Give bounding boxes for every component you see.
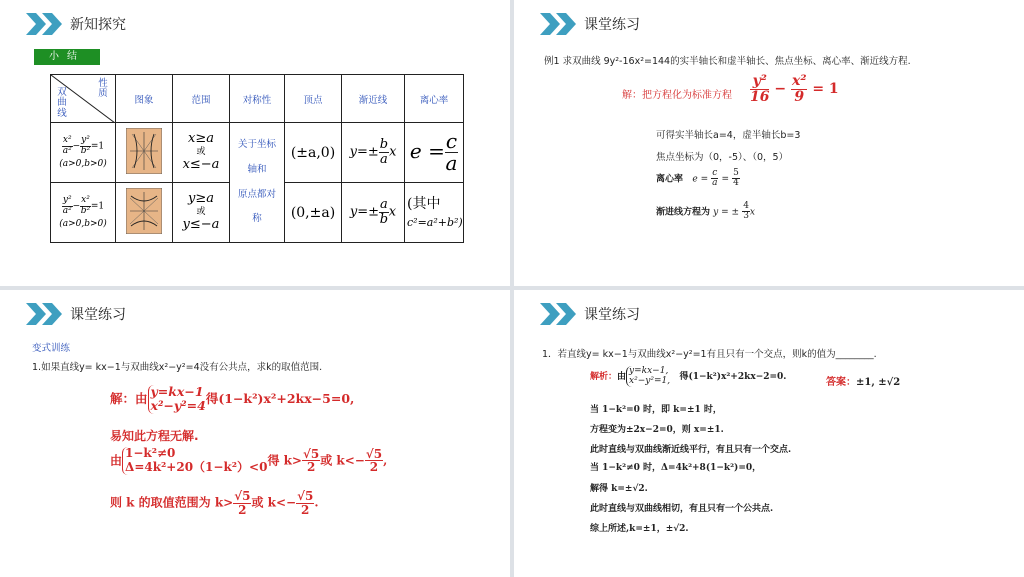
row1-equation: $\frac{\text{x²}}{\text{a²}}$ − $\frac{\text{y²}}{\text{b²}}$ =1 (a>0,b>0) — [51, 123, 116, 183]
chevron-arrows-icon — [540, 13, 578, 35]
chevron-arrows-icon — [540, 303, 578, 325]
row2-asymptote: y=± $\frac{a}{b}$ x — [342, 183, 405, 243]
corner-top-label: 性质 — [98, 78, 108, 100]
axis-lengths: 可得实半轴长a=4，虚半轴长b=3 — [656, 130, 801, 141]
chevron-arrows-icon — [26, 13, 64, 35]
header-vertex: 顶点 — [285, 75, 342, 123]
focus-coordinates: 焦点坐标为（0，-5）、（0，5） — [656, 152, 789, 163]
symmetry-cell: 关于坐标 轴和 原点都对 称 — [230, 123, 285, 243]
slide-exercise-1 — [514, 290, 1024, 577]
hyperbola-y-graph — [126, 188, 162, 234]
corner-bottom-label: 双曲线 — [57, 86, 67, 119]
problem-text: 1.如果直线y= kx−1与双曲线x²−y²=4没有公共点，求k的取值范围. — [32, 362, 323, 373]
row1-range: x≥a 或 x≤−a — [173, 123, 230, 183]
asymptote-line: 渐进线方程为 y = ± $\frac{4}{3}$ x — [656, 201, 755, 222]
analysis-step-4: 当 1−k²≠0 时，Δ=4k²+8(1−k²)=0， — [590, 463, 762, 473]
header-asymptote: 渐近线 — [342, 75, 405, 123]
slide-title: 课堂练习 — [70, 307, 126, 323]
solution-step-3: 由 1−k²≠0 Δ=4k²+20（1−k²）<0 得 k> $\frac{√5}{2}$ 或 k<− $\frac{√5}{2}$ , — [110, 446, 388, 475]
row1-asymptote: y=± $\frac{b}{a}$ x — [342, 123, 405, 183]
row2-vertex: (0,±a) — [285, 183, 342, 243]
analysis-step-2: 方程变为±2x−2=0，则 x=±1. — [590, 425, 724, 435]
hyperbola-properties-table — [50, 74, 464, 243]
solution-step-1: 解：由 y=kx−1 x²−y²=4 得(1−k²)x²+2kx−5=0, — [110, 384, 355, 414]
analysis-step-3: 此时直线与双曲线渐近线平行，有且只有一个交点. — [590, 445, 792, 455]
slide-title: 新知探究 — [70, 17, 126, 33]
slide-title: 课堂练习 — [584, 17, 640, 33]
row1-graph — [116, 123, 173, 183]
subtitle: 变式训练 — [32, 343, 71, 354]
hyperbola-x-graph — [126, 128, 162, 174]
standard-equation: $\frac{\text{y²}}{16}$ − $\frac{\text{x²}}{9}$ = 1 — [750, 73, 839, 105]
row2-graph — [116, 183, 173, 243]
problem-text: 1．若直线y= kx−1与双曲线x²−y²=1有且只有一个交点，则k的值为________. — [542, 349, 877, 360]
table-corner-cell — [51, 75, 116, 123]
row2-range: y≥a 或 y≤−a — [173, 183, 230, 243]
analysis-step-5: 解得 k=±√2. — [590, 484, 648, 494]
analysis-step-7: 综上所述,k=±1，±√2. — [590, 524, 689, 534]
header-symmetry: 对称性 — [230, 75, 285, 123]
analysis-line: 解析：由 y=kx−1, x²−y²=1, 得(1−k²)x²+2kx−2=0. — [590, 366, 787, 387]
solution-final: 则 k 的取值范围为 k> $\frac{√5}{2}$ 或 k<− $\frac{√5}{2}$ . — [110, 489, 319, 517]
solution-label: 解：把方程化为标准方程 — [622, 90, 732, 101]
chevron-arrows-icon — [26, 303, 64, 325]
header-eccentricity: 离心率 — [405, 75, 464, 123]
solution-step-2: 易知此方程无解. — [110, 429, 199, 443]
row2-equation: $\frac{\text{y²}}{\text{a²}}$ − $\frac{\text{x²}}{\text{b²}}$ =1 (a>0,b>0) — [51, 183, 116, 243]
row2-eccentricity-note: (其中 c²=a²+b²) — [405, 183, 464, 243]
row1-vertex: (±a,0) — [285, 123, 342, 183]
slide-summary — [0, 0, 510, 286]
analysis-step-6: 此时直线与双曲线相切，有且只有一个公共点. — [590, 504, 774, 514]
summary-tag: 小结 — [34, 49, 100, 65]
slide-header — [540, 303, 640, 325]
header-graph: 图象 — [116, 75, 173, 123]
eccentricity-line: 离心率 e = $\frac{c}{a}$ = $\frac{5}{4}$ — [656, 168, 739, 189]
problem-text: 例1 求双曲线 9y²-16x²=144的实半轴长和虚半轴长、焦点坐标、离心率、渐近线方程. — [544, 56, 911, 67]
row1-eccentricity: e = $\frac{c}{a}$ — [405, 123, 464, 183]
slide-header — [540, 13, 640, 35]
slide-header — [26, 13, 126, 35]
slide-variant-training — [0, 290, 510, 577]
slide-header — [26, 303, 126, 325]
analysis-step-1: 当 1−k²=0 时，即 k=±1 时， — [590, 405, 722, 415]
answer: 答案：±1, ±√2 — [826, 377, 901, 388]
slide-example-1 — [514, 0, 1024, 286]
slide-title: 课堂练习 — [584, 307, 640, 323]
header-range: 范围 — [173, 75, 230, 123]
